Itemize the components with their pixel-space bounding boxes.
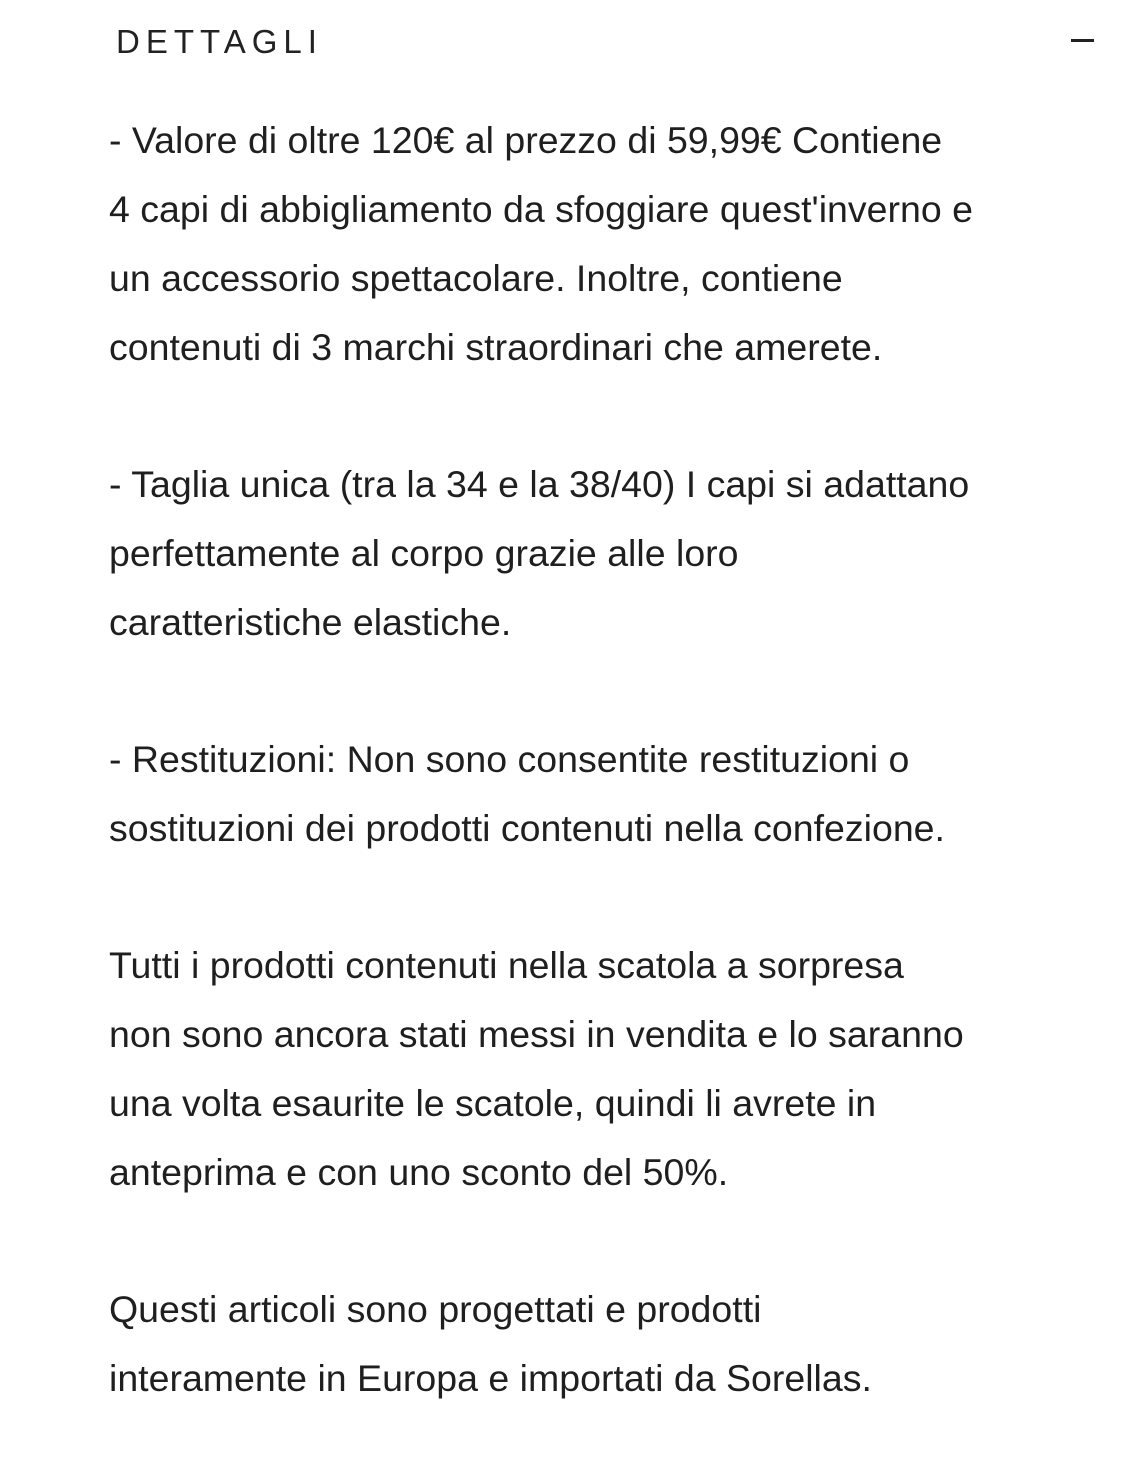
- details-paragraph-value: [109, 106, 1099, 382]
- minus-icon[interactable]: [1068, 20, 1098, 60]
- paragraph-line: Questi articoli sono progettati e prodotti: [109, 1288, 762, 1330]
- paragraph-line: contenuti di 3 marchi straordinari che amerete.: [109, 326, 883, 368]
- paragraph-line: anteprima e con uno sconto del 50%.: [109, 1151, 729, 1193]
- details-content: [109, 106, 1099, 1481]
- paragraph-line: perfettamente al corpo grazie alle loro: [109, 532, 739, 574]
- details-title: DETTAGLI: [116, 23, 323, 60]
- paragraph-line: - Taglia unica (tra la 34 e la 38/40) I capi si adattano: [109, 463, 970, 505]
- paragraph-line: - Restituzioni: Non sono consentite restituzioni o: [109, 738, 910, 780]
- details-paragraph-origin: [109, 1275, 1099, 1413]
- details-accordion-header[interactable]: [0, 0, 1148, 90]
- paragraph-line: - Valore di oltre 120€ al prezzo di 59,99€ Contiene: [109, 119, 943, 161]
- paragraph-line: un accessorio spettacolare. Inoltre, contiene: [109, 257, 843, 299]
- paragraph-line: una volta esaurite le scatole, quindi li avrete in: [109, 1082, 877, 1124]
- details-paragraph-preview: [109, 931, 1099, 1207]
- details-paragraph-returns: [109, 725, 1099, 863]
- paragraph-line: Tutti i prodotti contenuti nella scatola a sorpresa: [109, 944, 904, 986]
- details-paragraph-size: [109, 450, 1099, 657]
- paragraph-line: caratteristiche elastiche.: [109, 601, 512, 643]
- paragraph-line: 4 capi di abbigliamento da sfoggiare quest'inverno e: [109, 188, 973, 230]
- paragraph-line: non sono ancora stati messi in vendita e lo saranno: [109, 1013, 964, 1055]
- paragraph-line: sostituzioni dei prodotti contenuti nella confezione.: [109, 807, 945, 849]
- paragraph-line: interamente in Europa e importati da Sorellas.: [109, 1357, 872, 1399]
